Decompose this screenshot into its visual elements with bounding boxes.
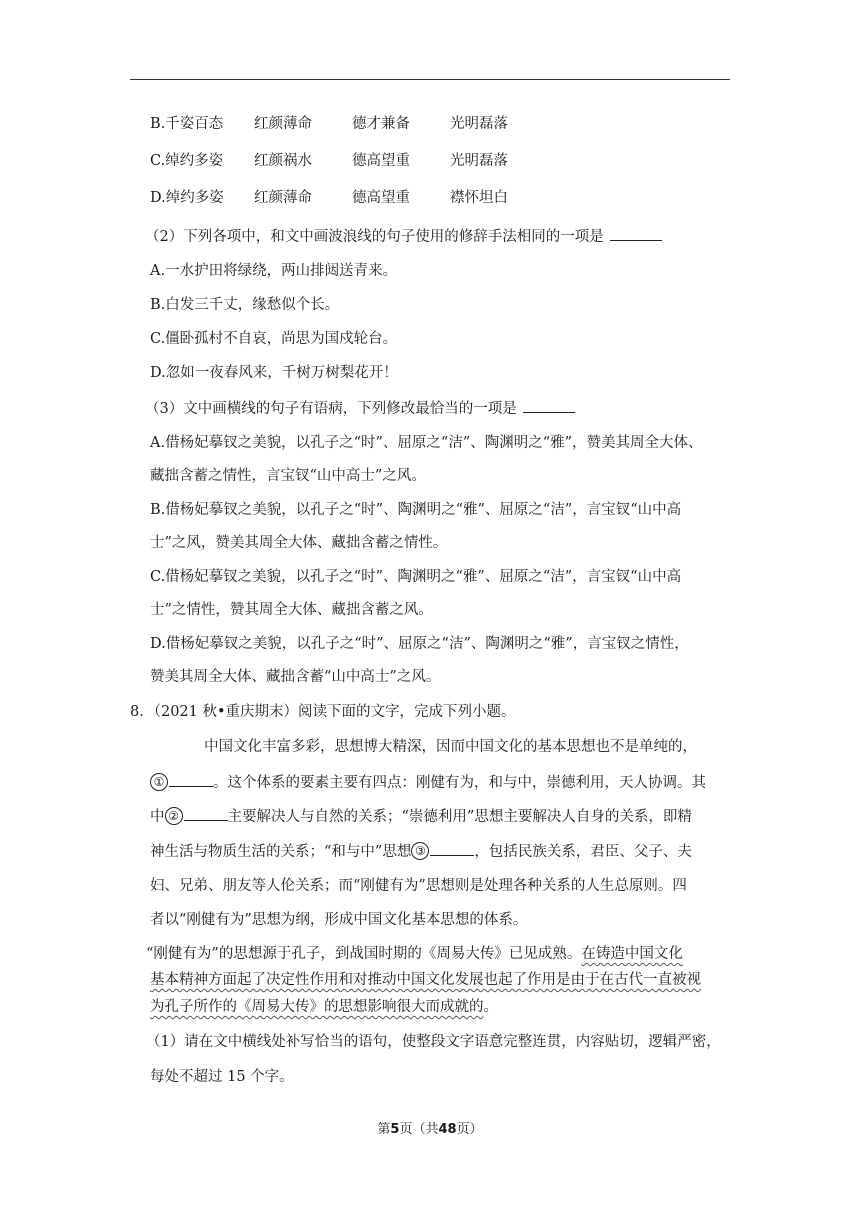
answer-blank (610, 226, 662, 241)
sub3-option-c-line2: 士”之情性，赞其周全大体、藏拙含蓄之风。 (150, 602, 433, 618)
sub3-option-c-line1: C.借杨妃摹钗之美貌，以孔子之“时”、陶渊明之“雅”、屈原之“洁”，言宝钗“山中高 (150, 569, 682, 585)
sub3-option-d-line2: 赞美其周全大体、藏拙含蓄“山中高士”之风。 (150, 669, 441, 685)
passage-line: 中 ② 主要解决人与自然的关系；“崇德利用”思想主要解决人自身的关系，即精 (150, 806, 692, 827)
sub-question-1: （1）请在文中横线处补写恰当的语句，使整段文字语意完整连贯，内容贴切，逻辑严密， (146, 1034, 721, 1050)
sub3-option-b-line2: 士”之风，赞美其周全大体、藏拙含蓄之情性。 (150, 535, 448, 551)
fill-blank (169, 772, 213, 787)
sub3-option-a-line1: A.借杨妃摹钗之美貌，以孔子之“时”、屈原之“洁”、陶渊明之“雅”，赞美其周全大体、 (150, 435, 703, 451)
question-8-header: 8．（2021 秋•重庆期末）阅读下面的文字，完成下列小题。 (130, 704, 516, 720)
wavy-underlined-text: 基本精神方面起了决定性作用和对推动中国文化发展也起了作用是由于在古代一直被视 (150, 972, 701, 988)
passage-line (150, 970, 701, 990)
fill-blank (430, 841, 474, 856)
wavy-underlined-text: 在铸造中国文化 (581, 946, 683, 962)
blank-marker-2: ② (165, 807, 183, 825)
answer-blank (523, 398, 575, 413)
passage-line: 者以“刚健有为”思想为纲，形成中国文化基本思想的体系。 (150, 912, 528, 928)
sub-question-2: （2）下列各项中，和文中画波浪线的句子使用的修辞手法相同的一项是 (145, 226, 662, 247)
page-footer: 第5页（共48页） (377, 1122, 483, 1137)
sub-question-3: （3）文中画横线的句子有语病，下列修改最恰当的一项是 (145, 398, 575, 419)
passage-line: 为孔子所作的《周易大传》的思想影响很大而成就的。 (150, 999, 498, 1015)
option-b-row: B.千姿百态 红颜薄命 德才兼备 光明磊落 (150, 116, 508, 132)
sub-question-1-cont: 每处不超过 15 个字。 (150, 1069, 294, 1085)
option-d-row: D.绰约多姿 红颜薄命 德高望重 襟怀坦白 (150, 190, 508, 206)
sub2-option-b: B.白发三千丈，缘愁似个长。 (150, 297, 340, 313)
passage-line: 中国文化丰富多彩，思想博大精深，因而中国文化的基本思想也不是单纯的， (204, 739, 697, 755)
sub3-option-d-line1: D.借杨妃摹钗之美貌，以孔子之“时”、屈原之“洁”、陶渊明之“雅”，言宝钗之情性， (150, 636, 689, 652)
fill-blank (184, 806, 228, 821)
sub2-option-a: A.一水护田将绿绕，两山排闼送青来。 (150, 263, 398, 279)
passage-line: 神生活与物质生活的关系；“和与中”思想 ③ ，包括民族关系，君臣、父子、夫 (150, 841, 692, 862)
blank-marker-3: ③ (411, 842, 429, 860)
sub2-option-c: C.僵卧孤村不自哀，尚思为国戍轮台。 (150, 331, 398, 347)
sub3-option-a-line2: 藏拙含蓄之情性，言宝钗“山中高士”之风。 (150, 468, 426, 484)
passage-line: 妇、兄弟、朋友等人伦关系；而“刚健有为”思想则是处理各种关系的人生总原则。四 (150, 878, 687, 894)
sub2-option-d: D.忽如一夜春风来，千树万树梨花开！ (150, 365, 398, 381)
option-c-row: C.绰约多姿 红颜祸水 德高望重 光明磊落 (150, 153, 508, 169)
passage-line: “刚健有为”的思想源于孔子，到战国时期的《周易大传》已见成熟。在铸造中国文化 (146, 946, 683, 962)
passage-line: ① 。这个体系的要素主要有四点：刚健有为，和与中，崇德利用，天人协调。其 (150, 772, 706, 793)
sub3-option-b-line1: B.借杨妃摹钗之美貌，以孔子之“时”、陶渊明之“雅”、屈原之“洁”，言宝钗“山中高 (150, 502, 682, 518)
wavy-underlined-text: 为孔子所作的《周易大传》的思想影响很大而成就的 (150, 999, 484, 1015)
header-rule (130, 79, 730, 80)
blank-marker-1: ① (150, 773, 168, 791)
